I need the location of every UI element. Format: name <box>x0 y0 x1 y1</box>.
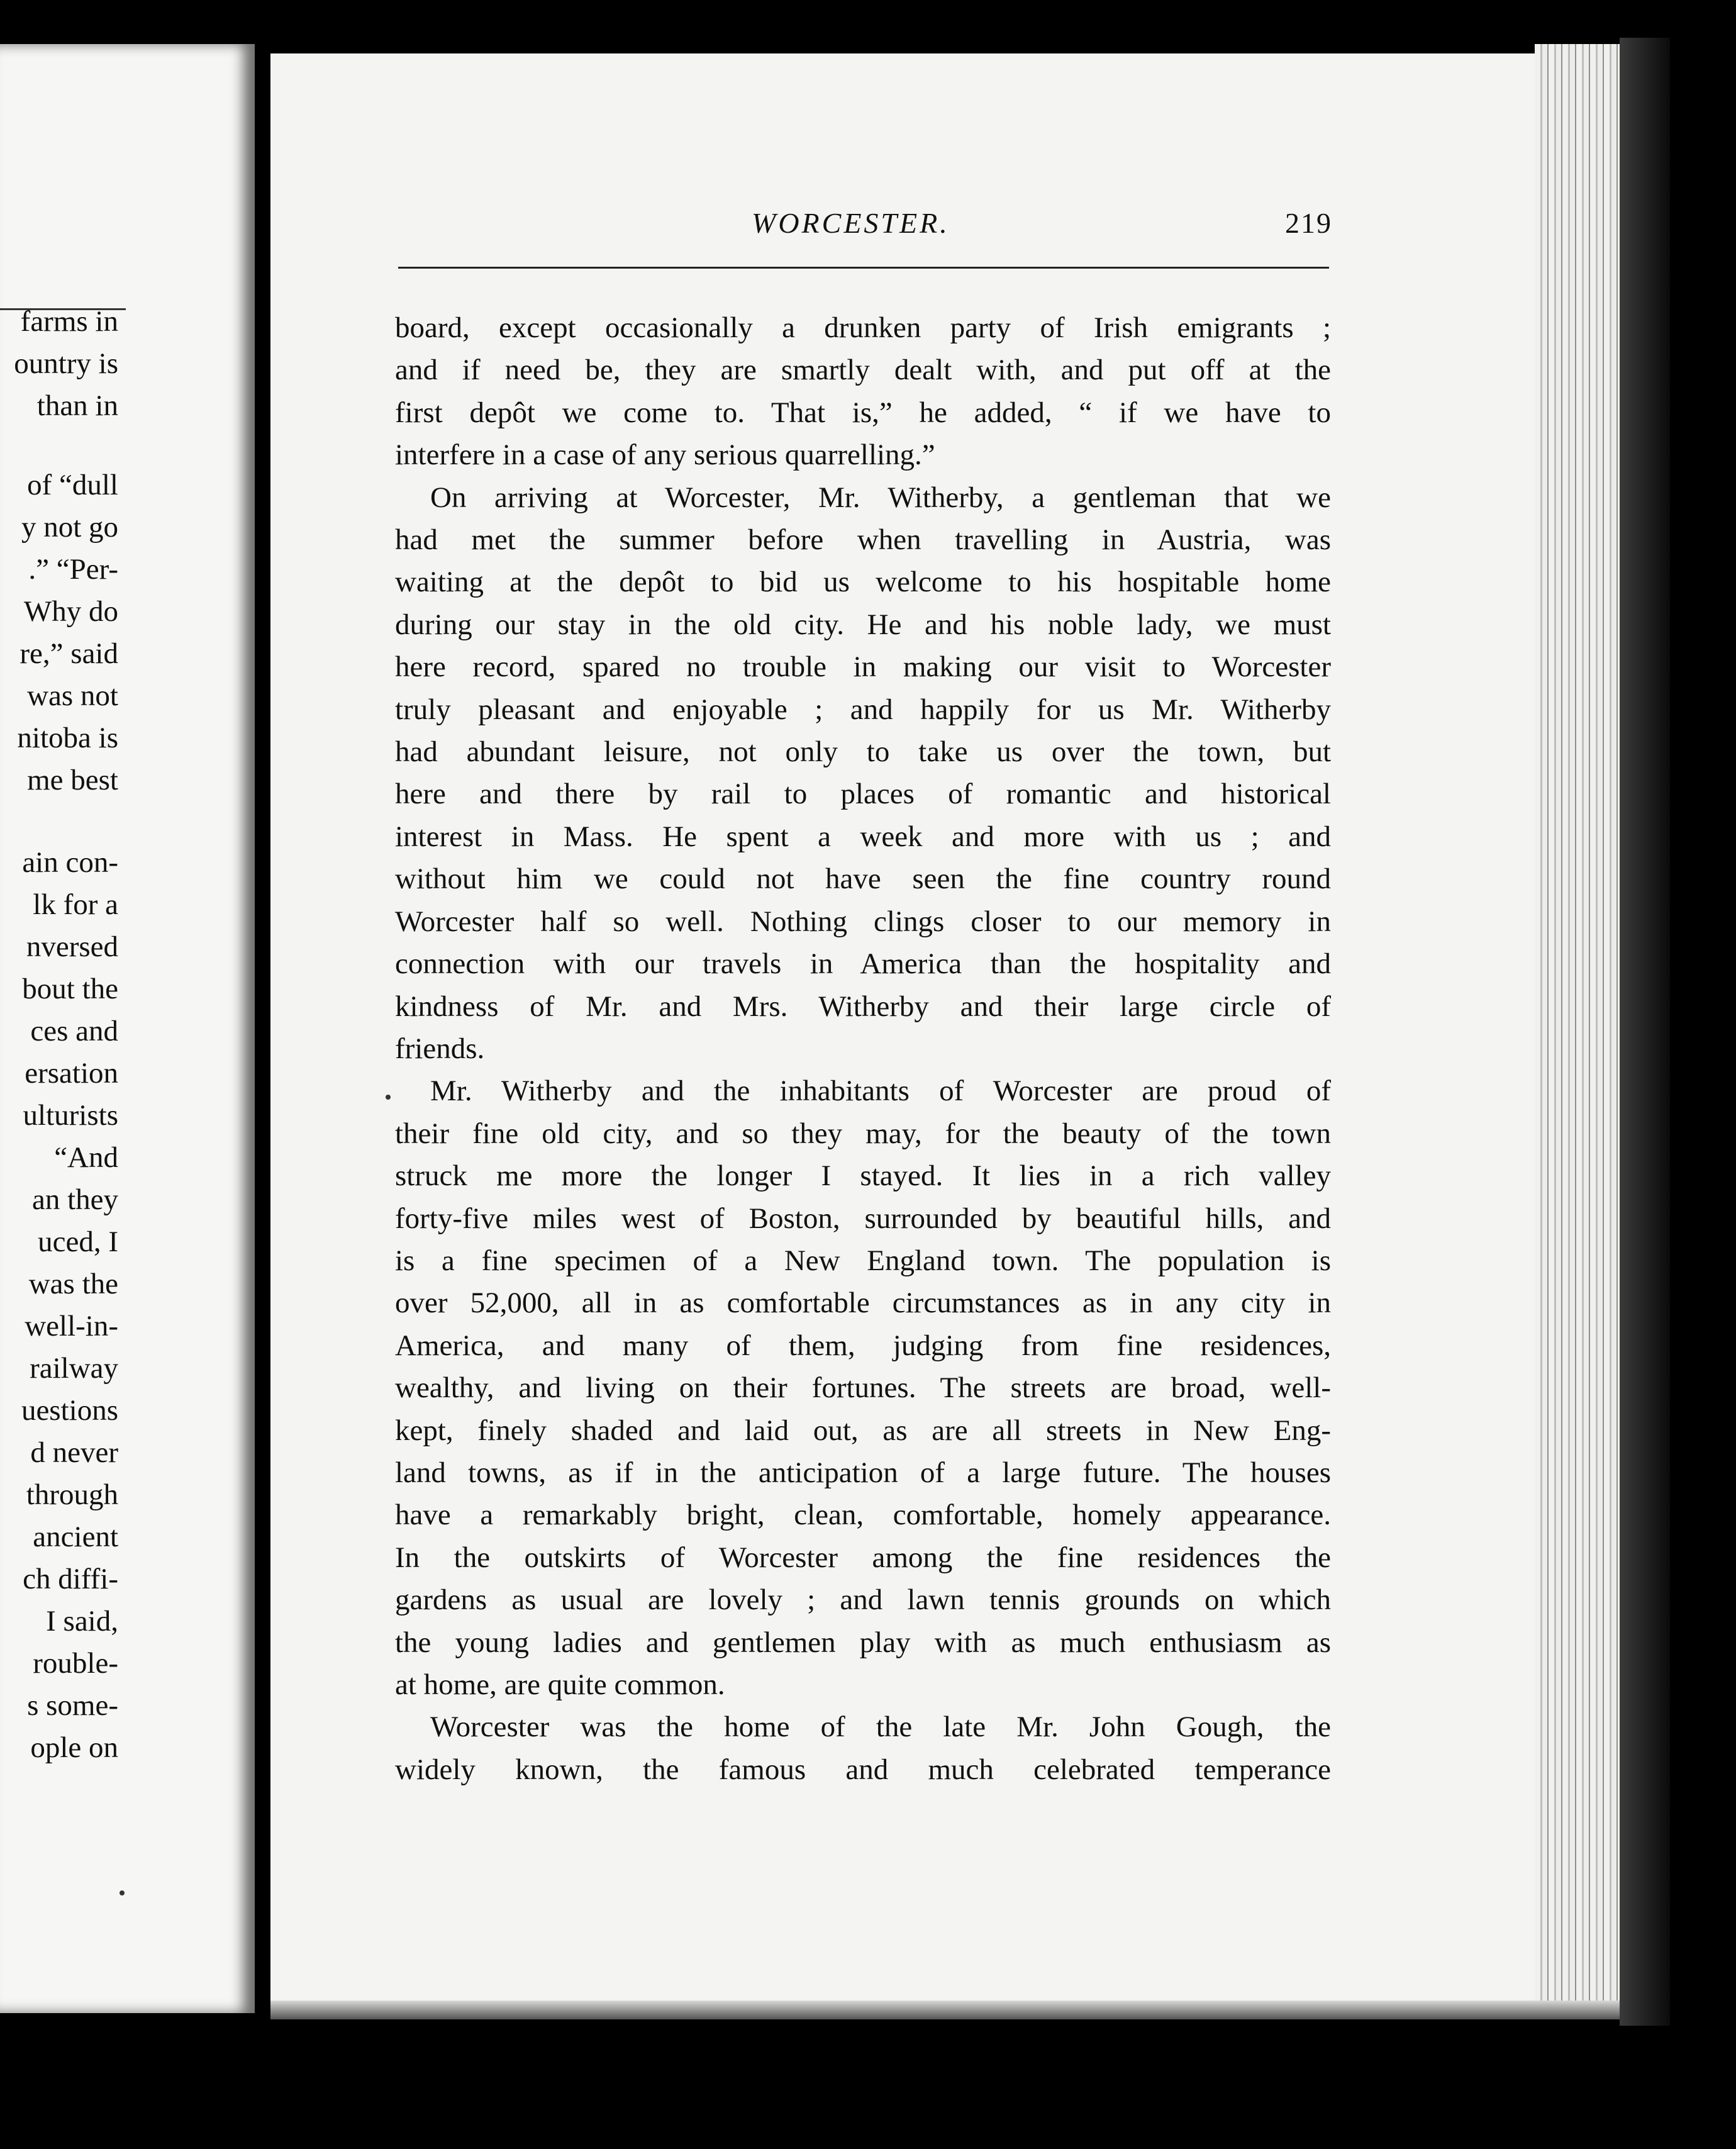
text-line: during our stay in the old city. He and his noble lady, we must <box>395 608 1331 641</box>
text-line: struck me more the longer I stayed. It lies in a rich valley <box>395 1159 1331 1193</box>
paragraph <box>395 307 1331 477</box>
text-line: land towns, as if in the anticipation of a large future. The houses <box>395 1456 1331 1489</box>
left-page-line: s some- <box>27 1689 118 1722</box>
header-rule <box>398 267 1329 269</box>
left-page <box>0 44 255 2013</box>
left-page-line: ancient <box>33 1521 118 1553</box>
left-page-line: of “dull <box>27 469 118 501</box>
left-page-line: lk for a <box>33 888 118 921</box>
left-page-line: than in <box>36 389 118 422</box>
left-page-line: “And <box>54 1141 118 1174</box>
left-page-line: an they <box>31 1183 118 1216</box>
text-line: truly pleasant and enjoyable ; and happily for us Mr. Witherby <box>395 693 1331 726</box>
text-line: and if need be, they are smartly dealt with, and put off at the <box>395 354 1331 387</box>
left-page-line: y not go <box>21 511 118 544</box>
book-cover-edge <box>1620 38 1670 2026</box>
page-bottom-shadow <box>270 2001 1620 2019</box>
text-line: at home, are quite common. <box>395 1668 725 1701</box>
text-line: here record, spared no trouble in making our visit to Worcester <box>395 650 1331 684</box>
text-line: kindness of Mr. and Mrs. Witherby and their large circle of <box>395 990 1331 1023</box>
running-head: WORCESTER. <box>752 207 950 239</box>
left-page-line: rouble- <box>33 1647 118 1680</box>
left-page-line: ain con- <box>22 846 118 879</box>
text-line: gardens as usual are lovely ; and lawn tennis grounds on which <box>395 1583 1331 1617</box>
left-page-line: farms in <box>20 305 118 338</box>
left-page-line: well-in- <box>25 1310 118 1342</box>
text-line: first depôt we come to. That is,” he added, “ if we have to <box>395 396 1331 429</box>
text-line: connection with our travels in America than the hospitality and <box>395 947 1331 981</box>
text-line: interest in Mass. He spent a week and more with us ; and <box>395 820 1331 853</box>
text-line: friends. <box>395 1032 485 1065</box>
left-page-line: d never <box>30 1436 118 1469</box>
text-line: without him we could not have seen the fine country round <box>395 862 1331 896</box>
text-line: America, and many of them, judging from fine residences, <box>395 1329 1331 1362</box>
left-page-line: .” “Per- <box>28 553 118 586</box>
left-page-line: was the <box>28 1268 118 1300</box>
left-page-line: ountry is <box>14 347 118 380</box>
left-page-line: was not <box>27 679 118 712</box>
left-page-line: bout the <box>22 973 118 1005</box>
margin-mark <box>386 1095 391 1100</box>
page-edges <box>1535 44 1620 2013</box>
text-line: their fine old city, and so they may, for the beauty of the town <box>395 1117 1331 1150</box>
text-line: over 52,000, all in as comfortable circumstances as in any city in <box>395 1287 1331 1320</box>
left-page-line: nitoba is <box>17 722 118 754</box>
page-body <box>395 307 1331 1791</box>
text-line: is a fine specimen of a New England town. The population is <box>395 1244 1331 1277</box>
text-line: had met the summer before when travelling in Austria, was <box>395 523 1331 557</box>
left-page-line: ulturists <box>23 1099 118 1132</box>
text-line: Worcester half so well. Nothing clings closer to our memory in <box>395 905 1331 938</box>
left-page-line: nversed <box>26 930 118 963</box>
left-page-line: ch diffi- <box>23 1563 118 1595</box>
text-line: here and there by rail to places of romantic and historical <box>395 778 1331 811</box>
text-line: widely known, the famous and much celebrated temperance <box>395 1753 1331 1786</box>
text-line: have a remarkably bright, clean, comfortable, homely appearance. <box>395 1499 1331 1532</box>
left-page-line: ersation <box>25 1057 118 1090</box>
text-line: On arriving at Worcester, Mr. Witherby, a gentleman that we <box>430 481 1331 514</box>
left-page-line: railway <box>30 1352 118 1385</box>
text-line: Worcester was the home of the late Mr. John Gough, the <box>430 1711 1331 1744</box>
left-page-line: I said, <box>46 1605 118 1638</box>
paragraph <box>395 477 1331 1071</box>
left-page-line: uestions <box>21 1394 118 1427</box>
left-page-line: me best <box>27 764 118 796</box>
left-page-line: through <box>26 1478 118 1511</box>
left-page-line: ces and <box>30 1015 118 1047</box>
text-line: waiting at the depôt to bid us welcome to his hospitable home <box>395 566 1331 599</box>
paragraph <box>395 1070 1331 1706</box>
text-line: had abundant leisure, not only to take us over the town, but <box>395 735 1331 769</box>
paragraph <box>395 1706 1331 1791</box>
text-line: board, except occasionally a drunken party of Irish emigrants ; <box>395 311 1331 344</box>
text-line: interfere in a case of any serious quarrelling.” <box>395 438 935 472</box>
text-line: Mr. Witherby and the inhabitants of Worcester are proud of <box>430 1074 1331 1108</box>
left-page-line: ople on <box>30 1731 118 1764</box>
text-line: In the outskirts of Worcester among the fine residences the <box>395 1541 1331 1574</box>
page-number: 219 <box>1285 207 1332 239</box>
margin-mark <box>120 1890 125 1895</box>
left-page-line: Why do <box>23 595 118 628</box>
text-line: the young ladies and gentlemen play with as much enthusiasm as <box>395 1626 1331 1659</box>
left-page-line: uced, I <box>38 1225 118 1258</box>
left-page-line: re,” said <box>19 637 118 670</box>
text-line: wealthy, and living on their fortunes. The streets are broad, well- <box>395 1371 1331 1405</box>
book-gutter <box>255 44 270 2013</box>
text-line: forty-five miles west of Boston, surrounded by beautiful hills, and <box>395 1202 1331 1235</box>
text-line: kept, finely shaded and laid out, as are all streets in New Eng- <box>395 1414 1331 1447</box>
